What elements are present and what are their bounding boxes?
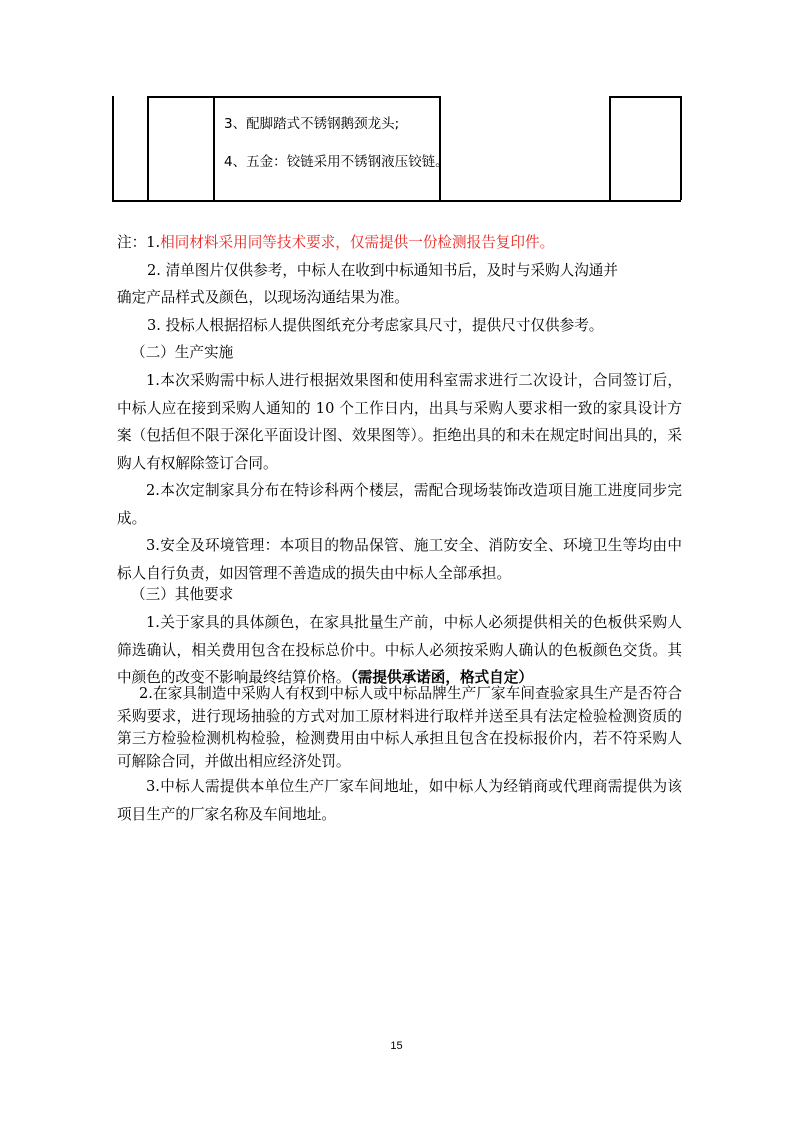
table-border-col2 (213, 96, 215, 200)
section2-paragraph-1: 1.本次采购需中标人进行根据效果图和使用科室需求进行二次设计，合同签订后，中标人应在接到采购人通知的 10 个工作日内，出具与采购人要求相一致的家具设计方案（包括但不限于深化平面设计图、效果图等）。拒绝出具的和未在规定时间出具的，采购人有权解除签订合同。 (117, 372, 682, 472)
table-border-bottom (112, 200, 681, 202)
note-item-1-text: 相同材料采用同等技术要求，仅需提供一份检测报告复印件。 (160, 234, 555, 251)
section3-paragraph-1-bold: （需提供承诺函，格式自定） (350, 669, 533, 686)
page-number: 15 (390, 1040, 403, 1052)
table-border-right (680, 96, 682, 200)
section3-paragraph-1-text: 1.关于家具的具体颜色，在家具批量生产前，中标人必须提供相关的色板供采购人筛选确认，相关费用包含在投标总价中。中标人必须按采购人确认的色板颜色交货。其中颜色的改变不影响最终结算价格。 (117, 614, 682, 686)
section2-heading: （二）生产实施 (131, 344, 234, 361)
section3-paragraph-3: 3.中标人需提供本单位生产厂家车间地址，如中标人为经销商或代理商需提供为该项目生产的厂家名称及车间地址。 (117, 778, 682, 823)
section3-paragraph-2: 2.在家具制造中采购人有权到中标人或中标品牌生产厂家车间查验家具生产是否符合采购要求，进行现场抽验的方式对加工原材料进行取样并送至具有法定检验检测资质的第三方检验检测机构检验，检测费用由中标人承担且包含在投标报价内，若不符采购人可解除合同，并做出相应经济处罚。 (117, 685, 682, 771)
note-item-2-line1: 2. 清单图片仅供参考，中标人在收到中标通知书后，及时与采购人沟通并 (147, 262, 618, 279)
section3-heading: （三）其他要求 (131, 586, 234, 603)
note-item-2-line2: 确定产品样式及颜色，以现场沟通结果为准。 (117, 289, 409, 306)
table-border-col4 (609, 96, 611, 200)
table-row-text: 4、五金：铰链采用不锈钢液压铰链。 (224, 154, 449, 170)
section2-paragraph-3: 3.安全及环境管理：本项目的物品保管、施工安全、消防安全、环境卫生等均由中标人自行负责，如因管理不善造成的损失由中标人全部承担。 (117, 537, 682, 582)
section3-paragraph-1 (117, 609, 682, 692)
section2-paragraph-2: 2.本次定制家具分布在特诊科两个楼层，需配合现场装饰改造项目施工进度同步完成。 (117, 482, 682, 527)
table-border-col1 (147, 96, 149, 200)
table-border-top-right (609, 96, 681, 98)
note-prefix: 注：1. (117, 234, 161, 251)
table-border-top-inner (147, 96, 440, 98)
table-row-text: 3、配脚踏式不锈钢鹅颈龙头; (224, 116, 400, 132)
table-border-col3 (439, 96, 441, 200)
note-item-3: 3. 投标人根据招标人提供图纸充分考虑家具尺寸，提供尺寸仅供参考。 (147, 317, 604, 334)
spec-table-fragment (0, 0, 793, 210)
note-item-1 (117, 229, 682, 257)
table-border-left (112, 96, 114, 200)
